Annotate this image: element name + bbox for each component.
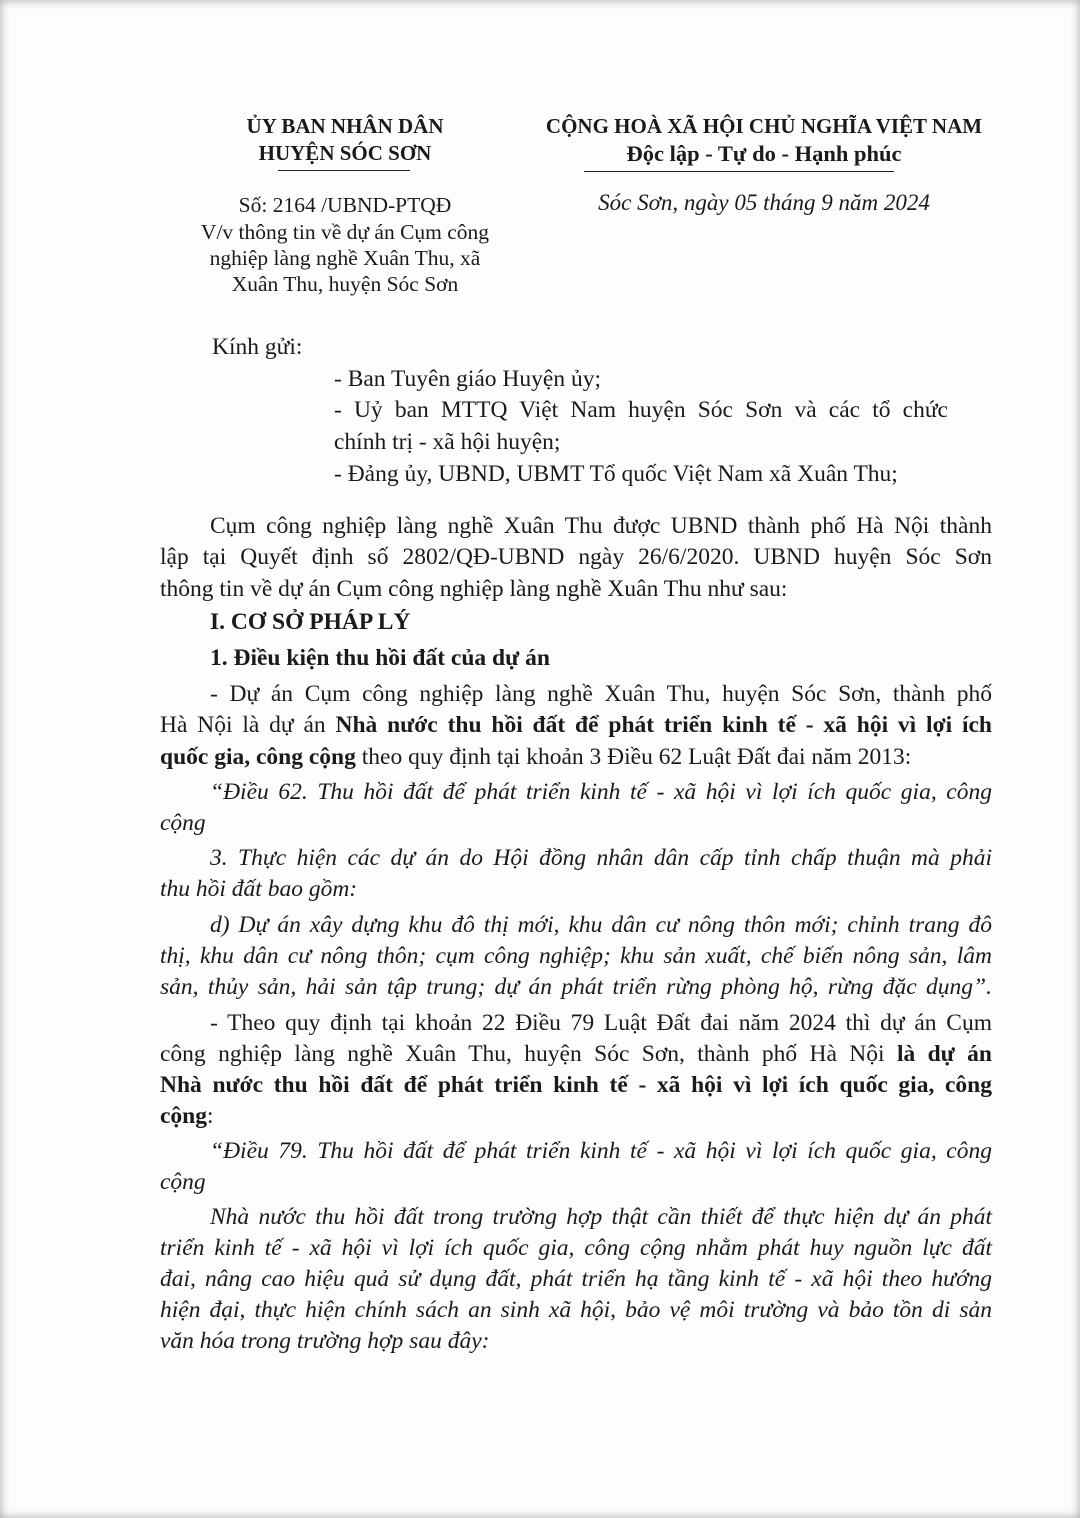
body-line: Nhà nước thu hồi đất để phát triển kinh tế - xã hội vì lợi ích quốc gia, công <box>160 1072 992 1098</box>
nation-motto: Độc lập - Tự do - Hạnh phúc <box>626 141 902 166</box>
subject-line: Xuân Thu, huyện Sóc Sơn <box>231 272 459 296</box>
org-name-line1: ỦY BAN NHÂN DÂN <box>246 114 444 138</box>
intro-line: thông tin về dự án Cụm công nghiệp làng nghề Xuân Thu như sau: <box>160 576 788 602</box>
org-underline <box>278 170 410 171</box>
quote-line: đai, nâng cao hiệu quả sử dụng đất, phát triển hạ tầng kinh tế - xã hội theo hướng <box>160 1266 992 1292</box>
quote-line: triển kinh tế - xã hội vì lợi ích quốc gia, công cộng nhằm phát huy nguồn lực đất <box>160 1235 992 1261</box>
subject-line: V/v thông tin về dự án Cụm công <box>200 220 490 244</box>
body-text: công nghiệp làng nghề Xuân Thu, huyện Sóc Sơn, thành phố Hà Nội <box>160 1041 897 1067</box>
body-text-bold: là dự án <box>896 1041 992 1067</box>
body-line: - Dự án Cụm công nghiệp làng nghề Xuân Thu, huyện Sóc Sơn, thành phố <box>210 681 992 707</box>
motto-underline <box>584 171 894 172</box>
recipient-item: - Đảng ủy, UBND, UBMT Tổ quốc Việt Nam xã Xuân Thu; <box>334 461 898 487</box>
quote-line: Nhà nước thu hồi đất trong trường hợp thật cần thiết để thực hiện dự án phát <box>210 1204 992 1230</box>
nation-title: CỘNG HOÀ XÃ HỘI CHỦ NGHĨA VIỆT NAM <box>545 114 983 138</box>
quote-line: cộng <box>160 1169 206 1195</box>
recipient-item: - Uỷ ban MTTQ Việt Nam huyện Sóc Sơn và các tổ chức <box>334 397 948 423</box>
quote-line: “Điều 79. Thu hồi đất để phát triển kinh tế - xã hội vì lợi ích quốc gia, công <box>210 1138 992 1164</box>
quote-line: “Điều 62. Thu hồi đất để phát triển kinh tế - xã hội vì lợi ích quốc gia, công <box>210 779 992 805</box>
greeting: Kính gửi: <box>212 334 303 360</box>
body-line <box>160 744 992 771</box>
quote-line: sản, thủy sản, hải sản tập trung; dự án phát triển rừng phòng hộ, rừng đặc dụng”. <box>160 974 992 1000</box>
body-text: theo quy định tại khoản 3 Điều 62 Luật Đất đai năm 2013: <box>355 744 912 770</box>
quote-line: cộng <box>160 810 206 836</box>
document-number: Số: 2164 /UBND-PTQĐ <box>238 193 452 217</box>
body-line <box>160 1041 992 1068</box>
recipient-item: chính trị - xã hội huyện; <box>334 429 561 455</box>
subject-line: nghiệp làng nghề Xuân Thu, xã <box>209 246 481 270</box>
section-heading: I. CƠ SỞ PHÁP LÝ <box>210 609 411 635</box>
subsection-heading: 1. Điều kiện thu hồi đất của dự án <box>210 645 550 671</box>
body-line <box>160 1103 992 1130</box>
body-text: Hà Nội là dự án <box>160 712 336 738</box>
place-date: Sóc Sơn, ngày 05 tháng 9 năm 2024 <box>598 190 930 215</box>
body-text-bold: cộng <box>160 1103 207 1129</box>
quote-line: 3. Thực hiện các dự án do Hội đồng nhân dân cấp tỉnh chấp thuận mà phải <box>210 845 992 871</box>
quote-line: thu hồi đất bao gồm: <box>160 876 358 902</box>
recipient-item: - Ban Tuyên giáo Huyện ủy; <box>334 366 601 392</box>
quote-line: văn hóa trong trường hợp sau đây: <box>160 1328 490 1354</box>
org-name-line2: HUYỆN SÓC SƠN <box>258 141 432 165</box>
intro-line: Cụm công nghiệp làng nghề Xuân Thu được UBND thành phố Hà Nội thành <box>210 513 992 539</box>
quote-line: hiện đại, thực hiện chính sách an sinh xã hội, bảo vệ môi trường và bảo tồn di sản <box>160 1297 992 1323</box>
body-text-bold: quốc gia, công cộng <box>160 744 356 770</box>
intro-line: lập tại Quyết định số 2802/QĐ-UBND ngày 26/6/2020. UBND huyện Sóc Sơn <box>160 544 992 570</box>
quote-line: thị, khu dân cư nông thôn; cụm công nghiệp; khu sản xuất, chế biến nông sản, lâm <box>160 943 992 969</box>
body-text: : <box>207 1103 214 1129</box>
body-line: - Theo quy định tại khoản 22 Điều 79 Luật Đất đai năm 2024 thì dự án Cụm <box>210 1010 992 1036</box>
quote-line: d) Dự án xây dựng khu đô thị mới, khu dân cư nông thôn mới; chỉnh trang đô <box>210 912 992 938</box>
body-line <box>160 712 992 739</box>
body-text-bold: Nhà nước thu hồi đất để phát triển kinh tế - xã hội vì lợi ích <box>335 712 992 738</box>
